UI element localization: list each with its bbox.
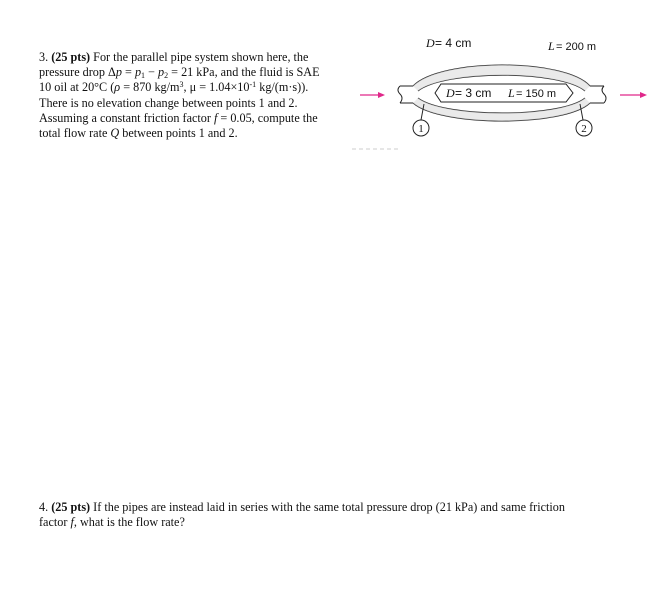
inlet-arrow-icon	[360, 92, 385, 98]
upper-diameter-var: D	[426, 36, 435, 50]
problem-3-line6: total flow rate Q between points 1 and 2.	[39, 126, 238, 141]
problem-4	[39, 500, 639, 530]
lower-length-value: = 150 m	[516, 88, 557, 100]
upper-diameter-value: = 4 cm	[435, 36, 472, 50]
outlet-arrow-icon	[620, 92, 647, 98]
point-2-label: 2	[581, 123, 587, 135]
inlet-pipe	[398, 86, 413, 103]
problem-3-line5: Assuming a constant friction factor f = 0.05, compute the	[39, 110, 318, 125]
problem-3-points: (25 pts)	[51, 50, 91, 64]
problem-4-number: 4.	[39, 500, 49, 514]
lower-diameter-var: D	[446, 86, 455, 100]
problem-3-line2: pressure drop $\Delta p = p_1 - p_2 = 21$ kPa, and the fluid is SAE	[39, 65, 320, 81]
problem-3-number: 3.	[39, 50, 49, 64]
lower-pipe-label-box	[435, 84, 573, 102]
problem-4-line1: If the pipes are instead laid in series with the same total pressure drop (21 kPa) and same friction	[93, 500, 565, 514]
problem-3-line3: 10 oil at 20°C (ρ = 870 $kg/m^3$, $\mu = 1.04\times 10^{-1}$ kg/(m·s)).	[39, 80, 309, 95]
problem-3-line4: There is no elevation change between points 1 and 2.	[39, 95, 298, 110]
problem-4-points: (25 pts)	[51, 500, 91, 514]
parallel-pipe-figure	[0, 0, 657, 180]
upper-length-var: L	[548, 39, 555, 53]
upper-length-value: = 200 m	[556, 41, 597, 53]
lower-diameter-value: = 3 cm	[455, 86, 492, 100]
problem-4-line2: factor f, what is the flow rate?	[39, 515, 185, 530]
point-1-label: 1	[418, 123, 424, 135]
outlet-pipe	[590, 86, 606, 103]
problem-3-line1: For the parallel pipe system shown here, the	[93, 50, 309, 64]
lower-length-var: L	[508, 86, 515, 100]
